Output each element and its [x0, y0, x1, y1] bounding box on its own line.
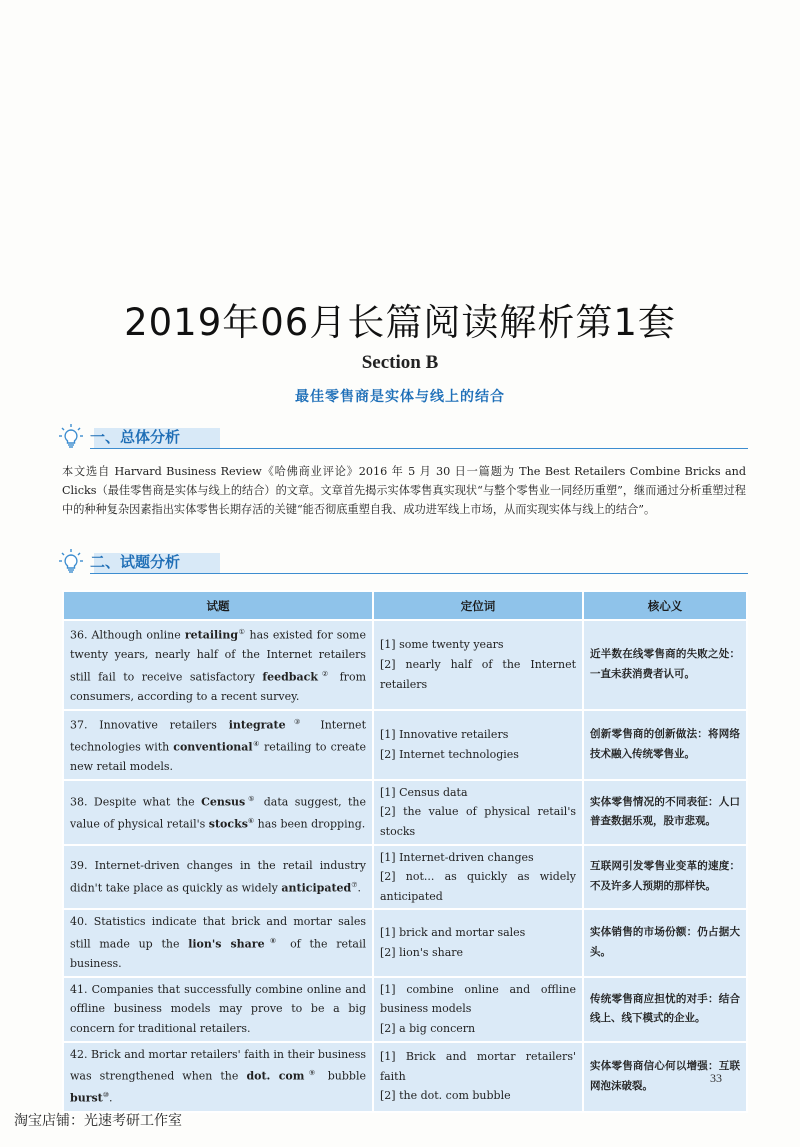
core-meaning-cell: 创新零售商的创新做法：将网络技术融入传统零售业。 — [583, 710, 747, 780]
question-text-part: burst — [70, 1092, 103, 1106]
locator-cell — [373, 845, 583, 910]
question-text-part: lion's share — [188, 937, 265, 951]
question-text-part: 38. Despite what the — [70, 795, 202, 809]
table-row — [63, 1042, 747, 1112]
question-text-part: Internet technologies with — [70, 718, 366, 754]
section-heading-overall — [58, 423, 180, 449]
locator-cell — [373, 710, 583, 780]
question-text-part: ① — [238, 628, 246, 636]
page-title: 2019年06月长篇阅读解析第1套 — [124, 301, 676, 344]
question-cell — [63, 909, 373, 976]
question-text-part: ④ — [252, 739, 260, 748]
locator-item: [1] brick and mortar sales — [380, 926, 526, 940]
question-text-part: dot. com — [246, 1069, 305, 1083]
section-heading-questions — [58, 548, 180, 574]
core-meaning-cell: 实体零售情况的不同表征：人口普查数据乐观，股市悲观。 — [583, 780, 747, 845]
locator-cell — [373, 1042, 583, 1112]
locator-item: [1] Brick and mortar retailers' faith — [380, 1050, 576, 1083]
question-text-part: retailing — [184, 628, 239, 642]
locator-item: [2] not... as quickly as widely anticipated — [380, 870, 576, 903]
question-text-part: feedback — [262, 670, 318, 684]
locator-item: [1] combine online and offline business models — [380, 982, 576, 1016]
locator-item: [1] Innovative retailers — [380, 728, 509, 742]
shop-label: 淘宝店铺：光速考研工作室 — [14, 1113, 182, 1129]
locator-item: [1] Census data — [380, 785, 468, 799]
locator-cell — [373, 780, 583, 845]
table-row — [63, 909, 747, 976]
column-header-question: 试题 — [63, 591, 373, 620]
question-text-part: Census — [201, 795, 246, 809]
locator-item: [2] the dot. com bubble — [380, 1089, 511, 1103]
locator-cell — [373, 620, 583, 710]
question-text-part: data suggest, the value of physical retail's — [70, 795, 367, 831]
question-cell — [63, 710, 373, 780]
table-row — [63, 845, 747, 910]
section-heading-label: 一、总体分析 — [90, 427, 181, 446]
question-text-part: conventional — [173, 740, 253, 754]
locator-cell — [373, 977, 583, 1042]
question-text-part: 36. Although online — [70, 628, 185, 642]
question-cell — [63, 1042, 373, 1112]
question-text-part: 42. Brick and mortar retailers' faith in their business was strengthened when the — [70, 1047, 366, 1083]
section-label: Section B — [361, 352, 439, 373]
question-text-part: 40. Statistics indicate that brick and mortar sales still made up the — [70, 915, 366, 951]
question-cell — [63, 977, 373, 1042]
question-text-part: ⑤ — [245, 794, 258, 803]
table-header-row — [63, 591, 747, 620]
lightbulb-icon — [58, 423, 84, 449]
question-text-part: bubble — [319, 1069, 366, 1083]
core-meaning-cell: 实体零售商信心何以增强：互联网泡沫破裂。 — [583, 1042, 747, 1112]
locator-item: [2] nearly half of the Internet retailers — [380, 658, 576, 691]
question-text-part: 39. Internet-driven changes in the retail industry didn't take place as quickly as widely — [70, 859, 366, 895]
table-row — [63, 620, 747, 710]
page-number: 33 — [710, 1071, 722, 1085]
question-text-part: has been dropping. — [254, 817, 366, 831]
question-text-part: retailing to create new retail models. — [70, 740, 366, 774]
question-text-part: has existed for some twenty years, nearly half of the Internet retailers still fail to receive satisfactory — [70, 628, 366, 684]
column-header-locator: 定位词 — [373, 591, 583, 620]
question-text-part: ⑨ — [304, 1069, 320, 1078]
question-text-part: . — [109, 1092, 113, 1106]
question-text-part: ② — [317, 669, 333, 678]
question-text-part: 41. Companies that successfully combine online and offline business models may prove to be a big concern for traditional retailers. — [70, 982, 366, 1035]
question-text-part: from consumers, according to a recent survey. — [70, 670, 366, 704]
question-cell — [63, 620, 373, 710]
question-cell — [63, 845, 373, 910]
lightbulb-icon — [58, 548, 84, 574]
question-text-part: anticipated — [281, 881, 352, 895]
table-row — [63, 710, 747, 780]
column-header-core: 核心义 — [583, 591, 747, 620]
question-text-part: of the retail business. — [70, 937, 366, 971]
question-text-part: 37. Innovative retailers — [70, 718, 229, 732]
question-text-part: ③ — [285, 717, 309, 726]
question-text-part: ⑧ — [264, 936, 282, 945]
question-text-part: ⑩ — [102, 1091, 110, 1100]
locator-cell — [373, 909, 583, 976]
core-meaning-cell: 近半数在线零售商的失败之处：一直未获消费者认可。 — [583, 620, 747, 710]
question-text-part: integrate — [228, 718, 286, 732]
overall-analysis-paragraph: 本文选自 Harvard Business Review《哈佛商业评论》2016 年 5 月 30 日一篇题为 The Best Retailers Combine Bricks and Clicks（最佳零售商是实体与线上的结合）的文章。文章首先揭示实体零售真实现状“与整个零售业一同经历重塑”，继而通过分析重塑过程中的种种复杂因素指出实体零售长期存活的关键“能否彻底重塑自我、成功进军线上市场，从而实现实体与线上的结合”。 — [62, 465, 746, 516]
locator-item: [2] Internet technologies — [380, 747, 519, 761]
table-row — [63, 977, 747, 1042]
question-text-part: ⑦ — [351, 880, 358, 889]
table-row — [63, 780, 747, 845]
question-text-part: . — [357, 881, 362, 895]
question-cell — [63, 780, 373, 845]
question-analysis-table — [62, 590, 748, 1113]
locator-item: [1] Internet-driven changes — [380, 850, 534, 864]
core-meaning-cell: 实体销售的市场份额：仍占据大头。 — [583, 909, 747, 976]
section-heading-label: 二、试题分析 — [90, 552, 181, 571]
core-meaning-cell: 互联网引发零售业变革的速度：不及许多人预期的那样快。 — [583, 845, 747, 910]
core-meaning-cell: 传统零售商应担忧的对手：结合线上、线下模式的企业。 — [583, 977, 747, 1042]
locator-item: [2] lion's share — [380, 946, 464, 960]
question-text-part: stocks — [208, 817, 248, 831]
question-text-part: ⑥ — [247, 817, 255, 826]
locator-item: [2] a big concern — [380, 1021, 476, 1035]
locator-item: [2] the value of physical retail's stocks — [380, 805, 576, 838]
locator-item: [1] some twenty years — [380, 638, 504, 652]
article-subtitle: 最佳零售商是实体与线上的结合 — [295, 389, 505, 405]
